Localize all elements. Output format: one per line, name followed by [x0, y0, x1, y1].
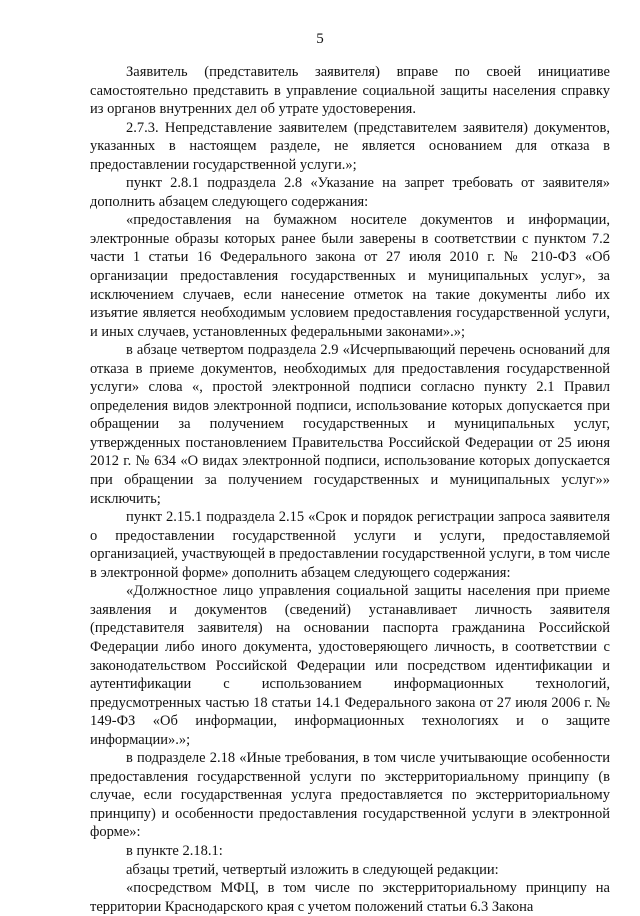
paragraph-subsection-2-18: в подразделе 2.18 «Иные требования, в том числе учитывающие особенности предоставления государственной услуги по экстерриториальному принципу (в случае, если государственная услуга предоставляется по экстерриториальному принципу) и особенности предоставления государственной услуги в электронной форме»:: [90, 750, 610, 841]
paragraph-applicant-right: Заявитель (представитель заявителя) вправе по своей инициативе самостоятельно представить в управление социальной защиты населения справку из органов внутренних дел об утрате удостоверения.: [90, 64, 610, 118]
paragraph-item-2-15-1: пункт 2.15.1 подраздела 2.15 «Срок и порядок регистрации запроса заявителя о предоставлении государственной услуги и услуги, предоставляемой организацией, участвующей в предоставлении государственной услуги, в том числе в электронной форме» дополнить абзацем следующего содержания:: [90, 509, 610, 581]
paragraph-2-7-3: 2.7.3. Непредставление заявителем (представителем заявителя) документов, указанных в настоящем разделе, не является основанием для отказа в предоставлении государственной услуги.»;: [90, 119, 610, 173]
paragraph-third-fourth-clauses: абзацы третий, четвертый изложить в следующей редакции:: [126, 861, 499, 878]
paragraph-item-2-8-1: пункт 2.8.1 подраздела 2.8 «Указание на запрет требовать от заявителя» дополнить абзацем следующего содержания:: [90, 175, 610, 210]
paragraph-subsection-2-9: в абзаце четвертом подраздела 2.9 «Исчерпывающий перечень оснований для отказа в приеме документов, необходимых для предоставления государственной услуги» слова «, простой электронной подписи согласно пункту 2.1 Правил определения видов электронной подписи, использование которых допускается при обращении за получением государственных и муниципальных услуг, утвержденных постановлением Правительства Российской Федерации от 25 июня 2012 г. № 634 «О видах электронной подписи, использование которых допускается при обращении за получением государственных и муниципальных услуг»» исключить;: [90, 342, 610, 507]
paragraph-quoted-mfc: «посредством МФЦ, в том числе по экстерриториальному принципу на территории Краснодарского края с учетом положений статьи 6.3 Закона: [90, 880, 610, 915]
page-number: 5: [316, 31, 324, 47]
paragraph-quoted-official-identity: «Должностное лицо управления социальной защиты населения при приеме заявления и документов (сведений) устанавливает личность заявителя (представителя заявителя) на основании паспорта гражданина Российской Федерации либо иного документа, удостоверяющего личность, в соответствии с законодательством Российской Федерации или посредством идентификации и аутентификации с использованием информационных технологий, предусмотренных частью 18 статьи 14.1 Федерального закона от 27 июля 2006 г. № 149-ФЗ «Об информации, информационных технологиях и о защите информации».»;: [90, 583, 610, 748]
paragraph-quoted-paper-documents: «предоставления на бумажном носителе документов и информации, электронные образы которых ранее были заверены в соответствии с пунктом 7.2 части 1 статьи 16 Федерального закона от 27 июля 2010 г. № 210-ФЗ «Об организации предоставления государственных и муниципальных услуг», за исключением случаев, если нанесение отметок на такие документы либо их изъятие является необходимым условием предоставления государственной услуги, и иных случаев, установленных федеральными законами».»;: [90, 212, 610, 340]
document-body: [90, 63, 610, 916]
paragraph-item-2-18-1: в пункте 2.18.1:: [126, 842, 223, 859]
